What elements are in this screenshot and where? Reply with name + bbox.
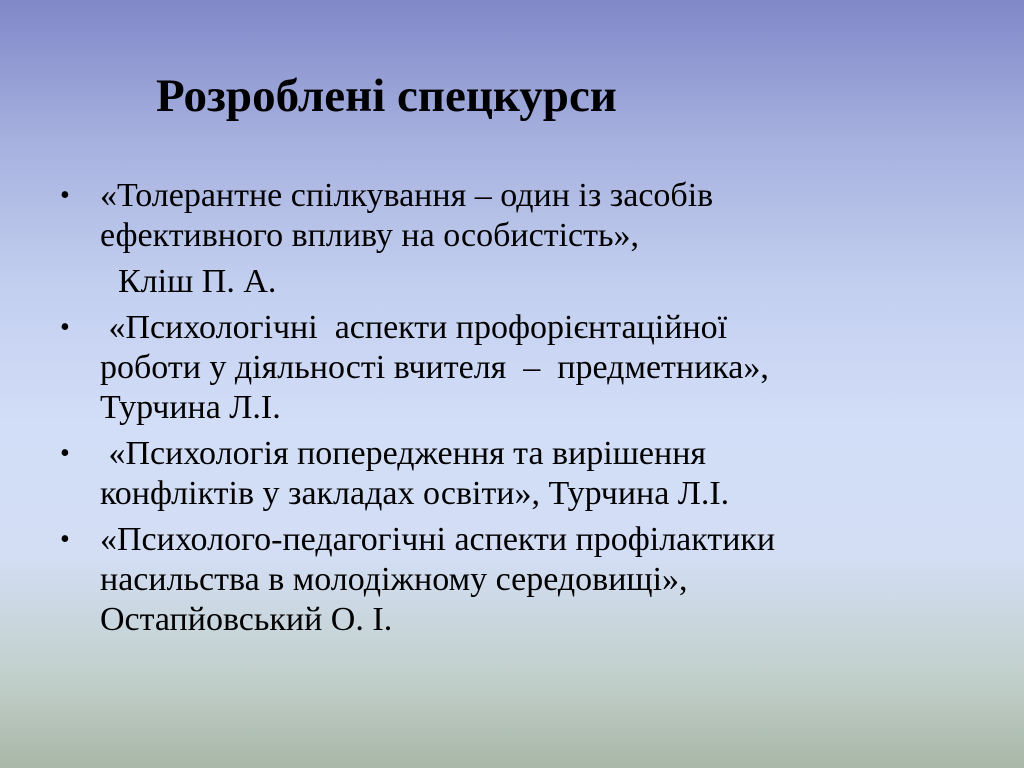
item-line: ефективного впливу на особистість», xyxy=(100,217,639,254)
item-line: «Психологічні аспекти профорієнтаційної xyxy=(100,309,728,346)
item-line: «Психологія попередження та вирішення xyxy=(100,435,707,472)
bullet-icon: • xyxy=(60,180,70,211)
bullet-icon: • xyxy=(60,524,70,555)
list-item xyxy=(0,308,1000,428)
list-item xyxy=(0,434,1000,514)
list-item-author xyxy=(0,262,1000,302)
list-item xyxy=(0,520,1000,640)
slide-title: Розроблені спецкурси xyxy=(156,70,617,122)
item-line: «Психолого-педагогічні аспекти профілактики xyxy=(100,521,776,558)
item-line: насильства в молодіжному середовищі», xyxy=(100,561,688,598)
item-line: «Толерантне спілкування – один із засобів xyxy=(100,177,714,214)
item-line: Остапйовський О. І. xyxy=(100,601,393,638)
bullet-icon: • xyxy=(60,312,70,343)
item-line: роботи у діяльності вчителя – предметника», xyxy=(100,349,769,386)
item-line: конфліктів у закладах освіти», Турчина Л.І. xyxy=(100,475,730,512)
bullet-list xyxy=(0,176,1000,646)
item-line: Кліш П. А. xyxy=(118,263,277,300)
item-line: Турчина Л.І. xyxy=(100,389,281,426)
list-item xyxy=(0,176,1000,256)
bullet-icon: • xyxy=(60,438,70,469)
